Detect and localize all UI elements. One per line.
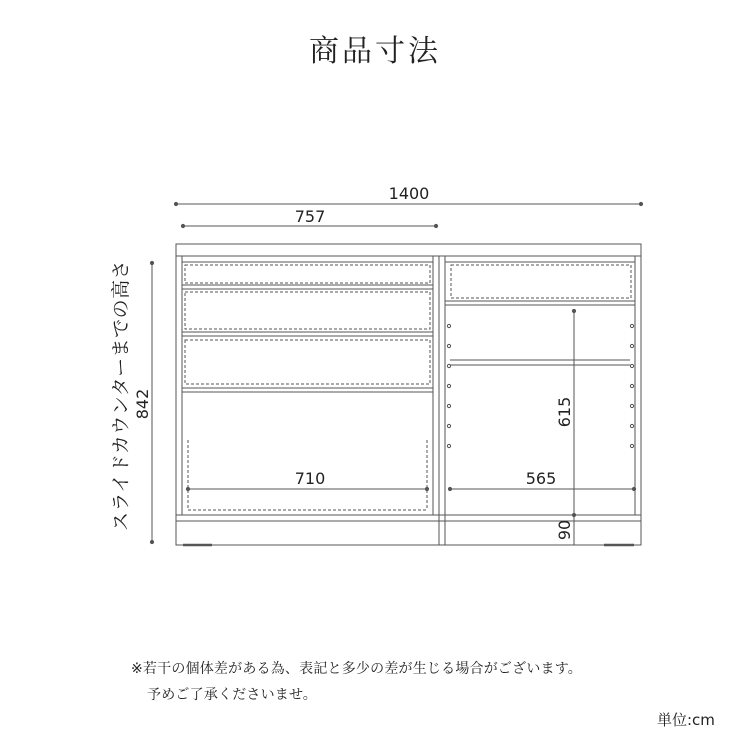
left-drawer-3 bbox=[182, 336, 433, 388]
right-inner-width-label: 565 bbox=[525, 469, 557, 488]
note-line-1: ※若干の個体差がある為、表記と多少の差が生じる場合がございます。 bbox=[131, 661, 583, 677]
height-caption: スライドカウンターまでの高さ bbox=[110, 259, 132, 531]
left-width-label: 757 bbox=[294, 207, 326, 226]
total-width-label: 1400 bbox=[388, 184, 430, 203]
shelf-pin-holes bbox=[447, 324, 633, 447]
left-drawer-1 bbox=[182, 262, 433, 285]
left-inner-width-label: 710 bbox=[294, 469, 326, 488]
left-drawer-2 bbox=[182, 289, 433, 332]
page-title: 商品寸法 bbox=[309, 34, 441, 69]
left-lower-compartment bbox=[182, 392, 433, 510]
unit-label: 単位:cm bbox=[657, 711, 715, 729]
right-shelf bbox=[450, 360, 630, 365]
note-line-2: 予めご了承くださいませ。 bbox=[147, 687, 317, 703]
total-height-label: 842 bbox=[133, 388, 152, 420]
right-drawer bbox=[445, 262, 635, 305]
right-lower-height-label: 90 bbox=[555, 519, 574, 541]
right-inner-height-label: 615 bbox=[555, 396, 574, 428]
